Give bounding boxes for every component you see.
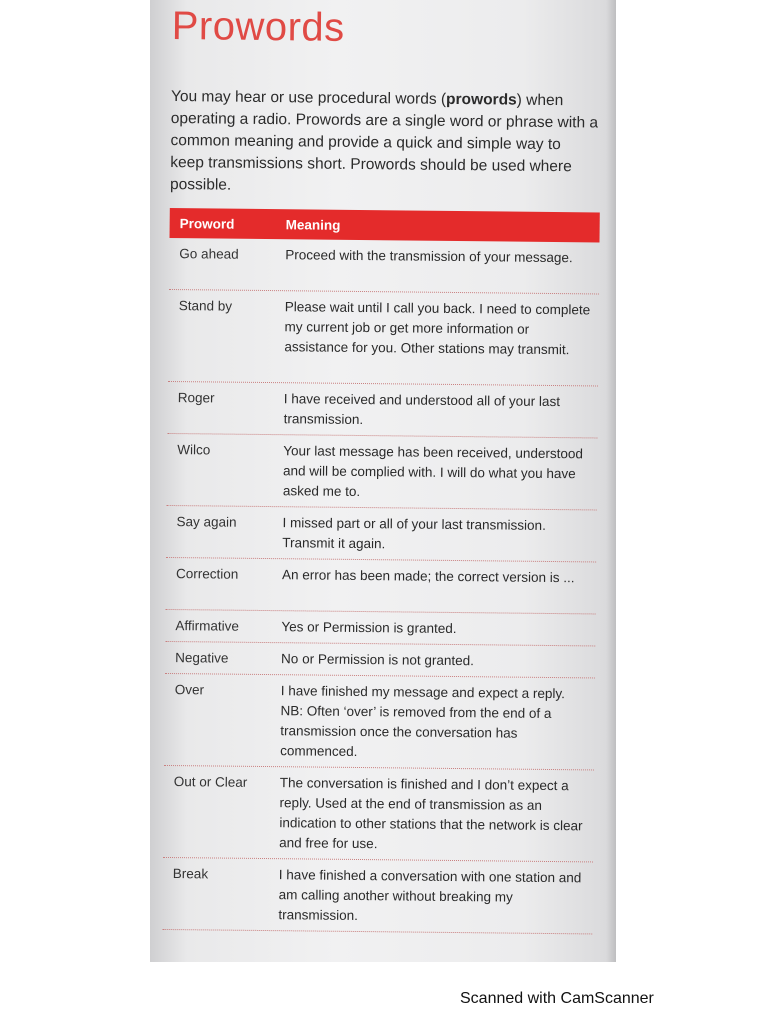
row-proword: Affirmative [175, 618, 240, 634]
table-row [164, 674, 595, 770]
row-meaning: An error has been made; the correct version is ... [281, 567, 575, 586]
table-row [169, 238, 600, 295]
header-proword: Proword [179, 215, 235, 232]
row-proword: Go ahead [179, 246, 239, 262]
camscanner-watermark: Scanned with CamScanner [460, 990, 654, 1007]
row-meaning: I have finished my message and expect a reply. NB: Often ‘over’ is removed from the end of a transmission once the conversation has commenced. [280, 683, 565, 759]
row-meaning: Proceed with the transmission of your message. [285, 247, 573, 266]
row-proword: Negative [175, 650, 229, 666]
table-header [170, 208, 600, 243]
table-row [163, 766, 594, 862]
row-meaning: I have finished a conversation with one station and am calling another without breaking my transmission. [278, 867, 582, 923]
row-proword: Over [174, 682, 205, 698]
table-row [167, 382, 598, 439]
row-proword: Say again [176, 514, 237, 530]
table-row [168, 290, 599, 386]
intro-text-start: You may hear or use procedural words ( [170, 87, 447, 108]
row-meaning: I have received and understood all of your last transmission. [283, 391, 561, 428]
row-proword: Stand by [178, 298, 233, 314]
scanned-page [150, 0, 616, 962]
table-row [166, 506, 597, 563]
row-proword: Roger [177, 390, 215, 406]
row-meaning: I missed part or all of your last transmission. Transmit it again. [282, 515, 546, 552]
table-row [167, 434, 598, 510]
intro-bold-term: prowords [446, 90, 517, 109]
table-row [166, 558, 597, 615]
prowords-table [162, 208, 600, 934]
page-title: Prowords [171, 3, 345, 50]
header-meaning: Meaning [285, 216, 341, 233]
row-meaning: Yes or Permission is granted. [281, 619, 457, 637]
table-row [165, 642, 595, 679]
row-meaning: Your last message has been received, understood and will be complied with. I will do what you have asked me to. [282, 443, 584, 499]
row-meaning: The conversation is finished and I don’t expect a reply. Used at the end of transmission as an indication to other stations that the network is clear and free for use. [279, 775, 583, 852]
row-proword: Correction [175, 566, 239, 582]
page-edge-shadow [606, 0, 616, 962]
intro-text-end: ) when operating a radio. Prowords are a single word or phrase with a common meaning and provide a quick and simple way to keep transmissions short. Prowords should be used where possible. [169, 91, 599, 194]
row-proword: Out or Clear [173, 774, 248, 790]
table-row [162, 858, 593, 934]
table-row [165, 610, 595, 647]
row-meaning: No or Permission is not granted. [281, 651, 475, 669]
row-proword: Break [172, 866, 209, 882]
row-proword: Wilco [177, 442, 211, 458]
row-meaning: Please wait until I call you back. I need to complete my current job or get more information or assistance for you. Other stations may transmit. [284, 299, 591, 358]
page-content [169, 0, 602, 923]
intro-paragraph [170, 85, 599, 199]
